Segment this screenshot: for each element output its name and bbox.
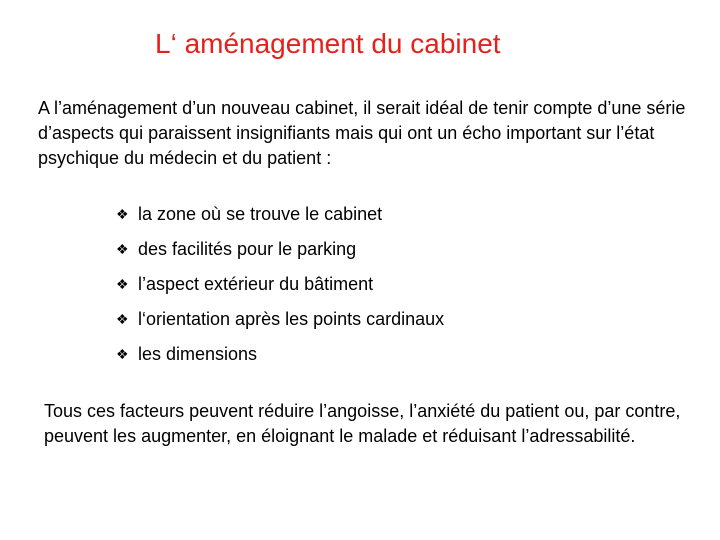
diamond-bullet-icon: ❖ [116, 346, 129, 362]
conclusion-paragraph: Tous ces facteurs peuvent réduire l’angoisse, l’anxiété du patient ou, par contre, peuvent les augmenter, en éloignant le malade et réduisant l’adressabilité. [44, 401, 681, 446]
list-item [116, 341, 444, 376]
bullet-text: les dimensions [138, 344, 258, 364]
intro-paragraph: A l’aménagement d’un nouveau cabinet, il serait idéal de tenir compte d’une série d’aspects qui paraissent insignifiants mais qui ont un écho important sur l’état psychique du médecin et du patient : [38, 98, 686, 168]
bullet-text: la zone où se trouve le cabinet [138, 204, 383, 224]
diamond-bullet-icon: ❖ [116, 241, 129, 257]
bullet-text: l‘orientation après les points cardinaux [138, 309, 445, 329]
list-item [116, 271, 444, 306]
diamond-bullet-icon: ❖ [116, 276, 129, 292]
diamond-bullet-icon: ❖ [116, 206, 129, 222]
list-item [116, 236, 444, 271]
bullet-text: des facilités pour le parking [138, 239, 357, 259]
list-item [116, 306, 444, 341]
list-item [116, 201, 444, 236]
diamond-bullet-icon: ❖ [116, 311, 129, 327]
bullet-text: l’aspect extérieur du bâtiment [138, 274, 374, 294]
slide-title: L‘ aménagement du cabinet [155, 28, 501, 59]
bullet-list [116, 201, 444, 376]
